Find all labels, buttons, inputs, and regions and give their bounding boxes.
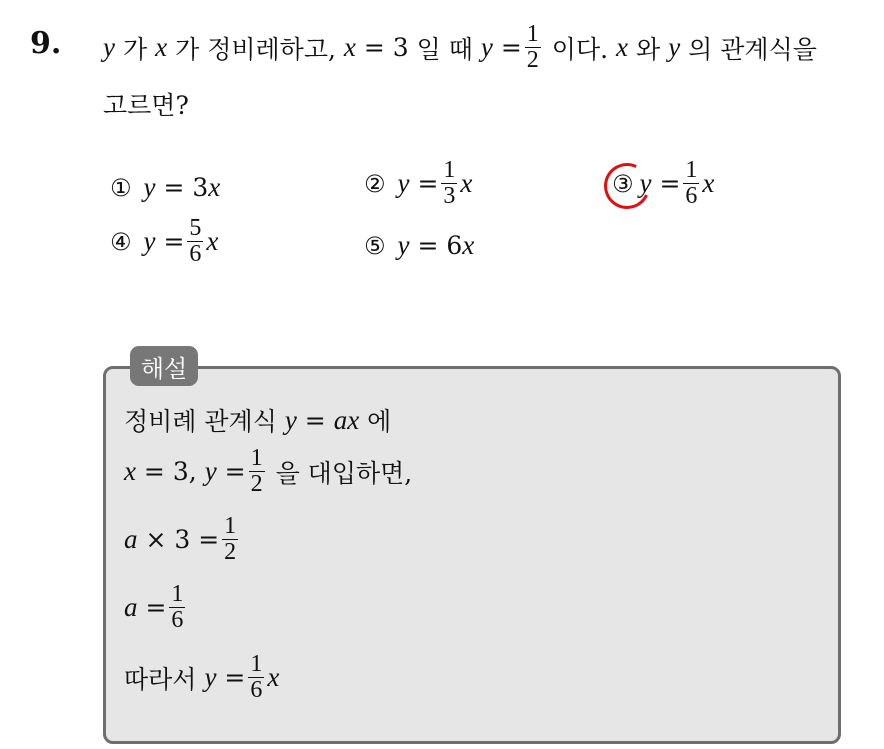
solution-line-4: a = $\frac{1}{6}$: [124, 581, 184, 634]
choice-3[interactable]: ③ y = $\frac{1}{6}$ x: [612, 158, 714, 209]
solution-line-3: a × 3 = $\frac{1}{2}$: [124, 513, 237, 566]
solution-line-1: 정비례 관계식 y = ax 에: [124, 404, 392, 436]
question-number: 9.: [30, 26, 62, 61]
choice-2[interactable]: ② y = $\frac{1}{3}$ x: [364, 157, 473, 210]
choice-4[interactable]: ④ y = $\frac{5}{6}$ x: [110, 215, 219, 268]
selected-circle-mark: [598, 157, 657, 216]
solution-line-2: x = 3, y = $\frac{1}{2}$ 을 대입하면,: [124, 445, 413, 498]
choice-1[interactable]: ① y = 3 x: [110, 172, 221, 202]
question-line-2: 고르면?: [103, 91, 189, 120]
choice-5[interactable]: ⑤ y = 6 x: [364, 230, 475, 260]
solution-badge: 해설: [130, 346, 198, 386]
question-line-1: y 가 x 가 정비레하고, x = 3 일 때 y = $\frac{1}{2}$ 이다. x 와 y 의 관계식을: [103, 21, 817, 74]
solution-line-5: 따라서 y = $\frac{1}{6}$ x: [124, 651, 280, 704]
fraction: $\frac{1}{2}$: [526, 21, 539, 74]
